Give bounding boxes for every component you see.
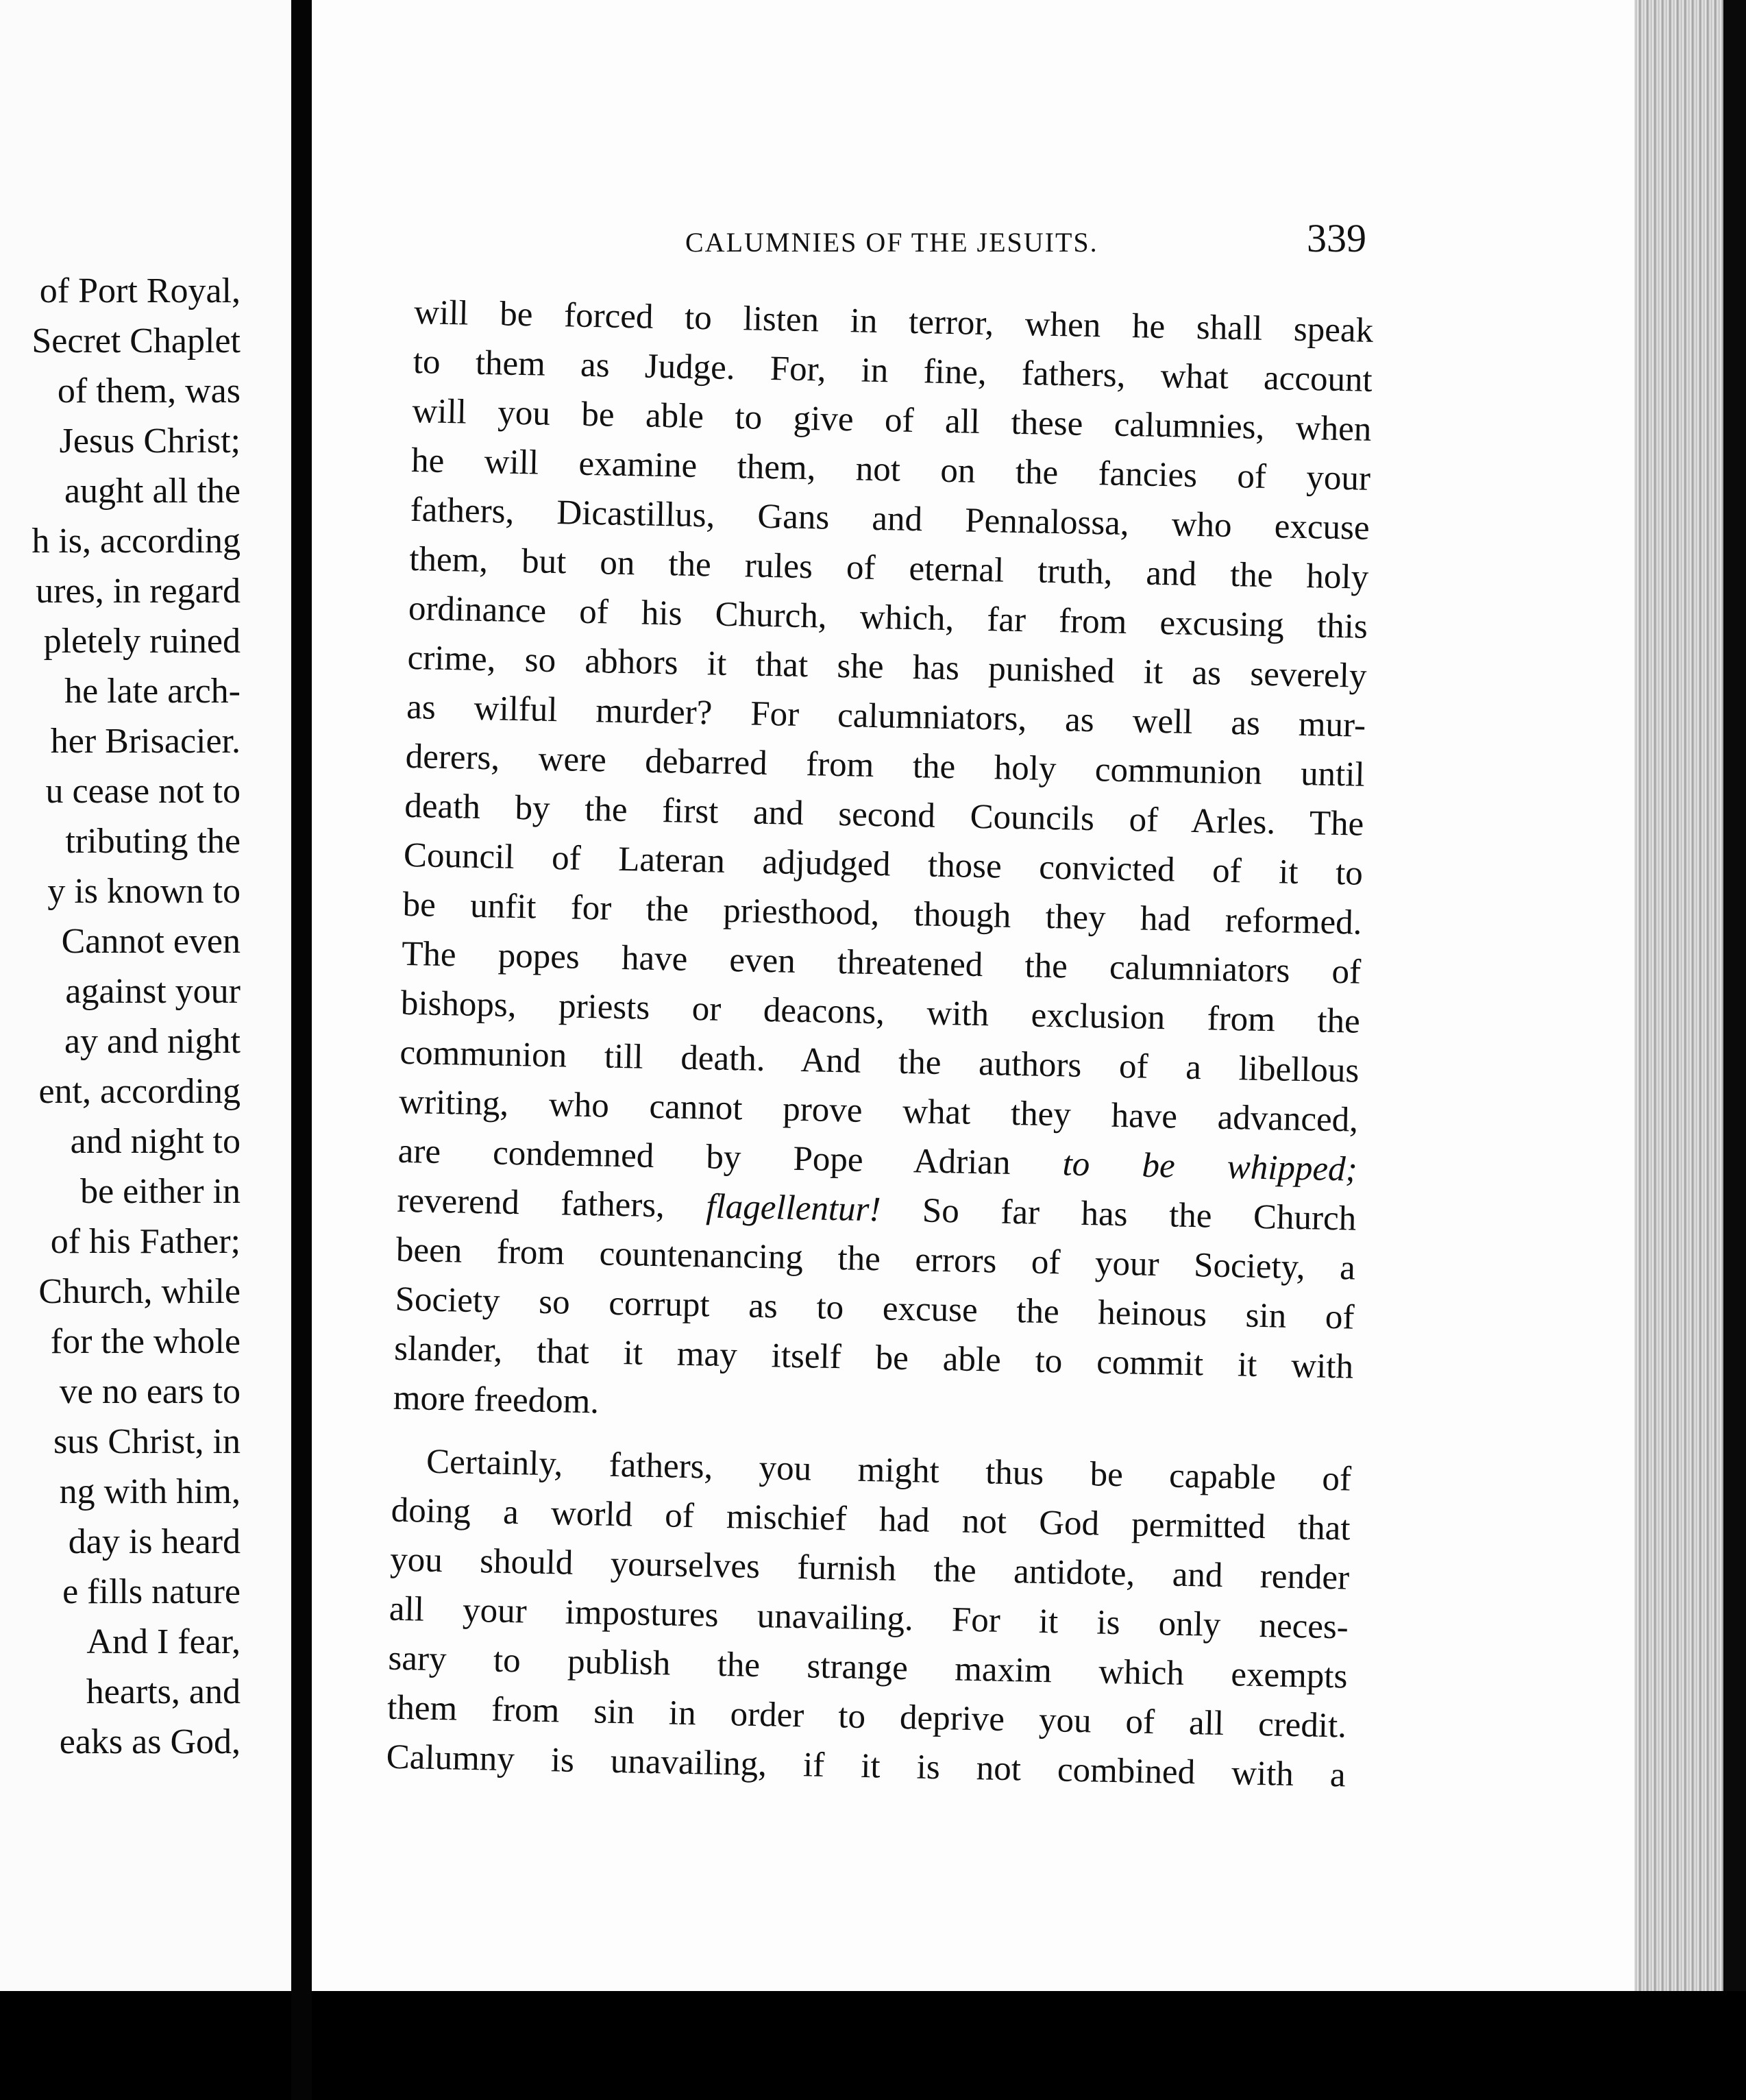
text-line: to them as Judge. For, in fine, fathers, what account	[413, 342, 1373, 400]
text-line: be unfit for the priesthood, though they had reformed.	[402, 885, 1363, 942]
text-line: sary to publish the strange maxim which exempts	[388, 1639, 1348, 1696]
left-line: of Port Royal,	[39, 271, 241, 310]
left-line: be either in	[80, 1172, 241, 1211]
left-line: aught all the	[64, 472, 241, 511]
text-line: Calumny is unavailing, if it is not combined with a	[386, 1737, 1347, 1795]
text-line: will be forced to listen in terror, when he shall speak	[413, 293, 1374, 350]
page-fore-edge	[1634, 0, 1723, 2008]
text-line: all your impostures unavailing. For it is only neces-	[389, 1589, 1349, 1647]
text-line: death by the first and second Councils of Arles. The	[404, 786, 1364, 844]
left-line: u cease not to	[45, 772, 241, 811]
left-line: against your	[65, 972, 241, 1011]
body-text	[386, 288, 1374, 1800]
italic-latin-word: flagellentur!	[705, 1187, 881, 1230]
text-run: are condemned by Pope Adrian	[397, 1132, 1011, 1182]
left-line: e fills nature	[62, 1572, 241, 1611]
text-line: you should yourselves furnish the antidote, and render	[389, 1540, 1350, 1598]
text-line: will you be able to give of all these calumnies, when	[412, 391, 1372, 449]
page-number: 339	[1307, 216, 1366, 260]
text-line: slander, that it may itself be able to commit it with	[393, 1329, 1354, 1387]
text-run: So far has the Church	[922, 1191, 1357, 1238]
text-line: as wilful murder? For calumniators, as well as mur-	[406, 687, 1366, 745]
text-run: reverend fathers,	[396, 1181, 665, 1225]
running-head	[312, 215, 1665, 270]
left-line: hearts, and	[86, 1672, 241, 1711]
left-line: tributing the	[65, 822, 241, 861]
left-line: of them, was	[57, 371, 241, 411]
text-line: Society so corrupt as to excuse the heinous sin of	[395, 1280, 1355, 1337]
text-line: bishops, priests or deacons, with exclusion from the	[400, 984, 1361, 1041]
paragraph-1	[393, 288, 1374, 1441]
text-line: derers, were debarred from the holy communion until	[405, 737, 1366, 794]
left-line: sus Christ, in	[53, 1422, 241, 1461]
left-page-text	[32, 266, 241, 1767]
left-line: Church, while	[38, 1272, 241, 1311]
left-line: ng with him,	[59, 1472, 241, 1511]
text-line: crime, so abhors it that she has punished it as severely	[407, 638, 1367, 696]
left-line: h is, according	[32, 522, 241, 561]
text-line: Council of Lateran adjudged those convicted of it to	[403, 835, 1364, 893]
left-line: Secret Chaplet	[32, 321, 241, 361]
left-line: her Brisacier.	[50, 722, 241, 761]
left-line: Jesus Christ;	[59, 422, 241, 461]
text-line: been from countenancing the errors of your Society, a	[395, 1230, 1356, 1288]
text-line: doing a world of mischief had not God permitted that	[391, 1491, 1351, 1548]
left-line: of his Father;	[50, 1222, 241, 1261]
left-line: And I fear,	[86, 1622, 241, 1661]
text-line: Certainly, fathers, you might thus be capable of	[426, 1442, 1352, 1499]
text-line: them, but on the rules of eternal truth, and the holy	[408, 539, 1369, 597]
left-line: for the whole	[50, 1322, 241, 1361]
text-line: The popes have even threatened the calumniators of	[401, 934, 1362, 992]
background-right	[1723, 0, 1746, 2100]
running-title: CALUMNIES OF THE JESUITS.	[685, 227, 1098, 258]
text-line: them from sin in order to deprive you of all credit.	[386, 1688, 1347, 1746]
left-line: Cannot even	[61, 922, 241, 961]
left-line: eaks as God,	[59, 1722, 241, 1761]
text-line: writing, who cannot prove what they have advanced,	[398, 1082, 1359, 1140]
left-line: ent, according	[38, 1072, 241, 1111]
left-line: and night to	[70, 1122, 241, 1161]
left-line: day is heard	[68, 1522, 241, 1561]
text-line: fathers, Dicastillus, Gans and Pennalossa, who excuse	[410, 490, 1370, 548]
text-line: more freedom.	[393, 1378, 600, 1421]
text-line: he will examine them, not on the fancies of your	[410, 441, 1371, 498]
left-line: ve no ears to	[59, 1372, 241, 1411]
book-gutter	[291, 0, 312, 2100]
left-line: pletely ruined	[43, 622, 241, 661]
background-bottom	[312, 1991, 1746, 2100]
left-line: ures, in regard	[36, 572, 241, 611]
left-page	[0, 0, 291, 1991]
left-line: ay and night	[64, 1022, 241, 1061]
left-line: he late arch-	[64, 672, 241, 711]
text-line: ordinance of his Church, which, far from excusing this	[408, 589, 1368, 646]
italic-phrase: to be whipped;	[1062, 1145, 1358, 1189]
right-page	[312, 0, 1634, 1991]
paragraph-2	[386, 1437, 1351, 1800]
left-line: y is known to	[47, 872, 241, 911]
text-line: communion till death. And the authors of a libellous	[399, 1033, 1360, 1090]
